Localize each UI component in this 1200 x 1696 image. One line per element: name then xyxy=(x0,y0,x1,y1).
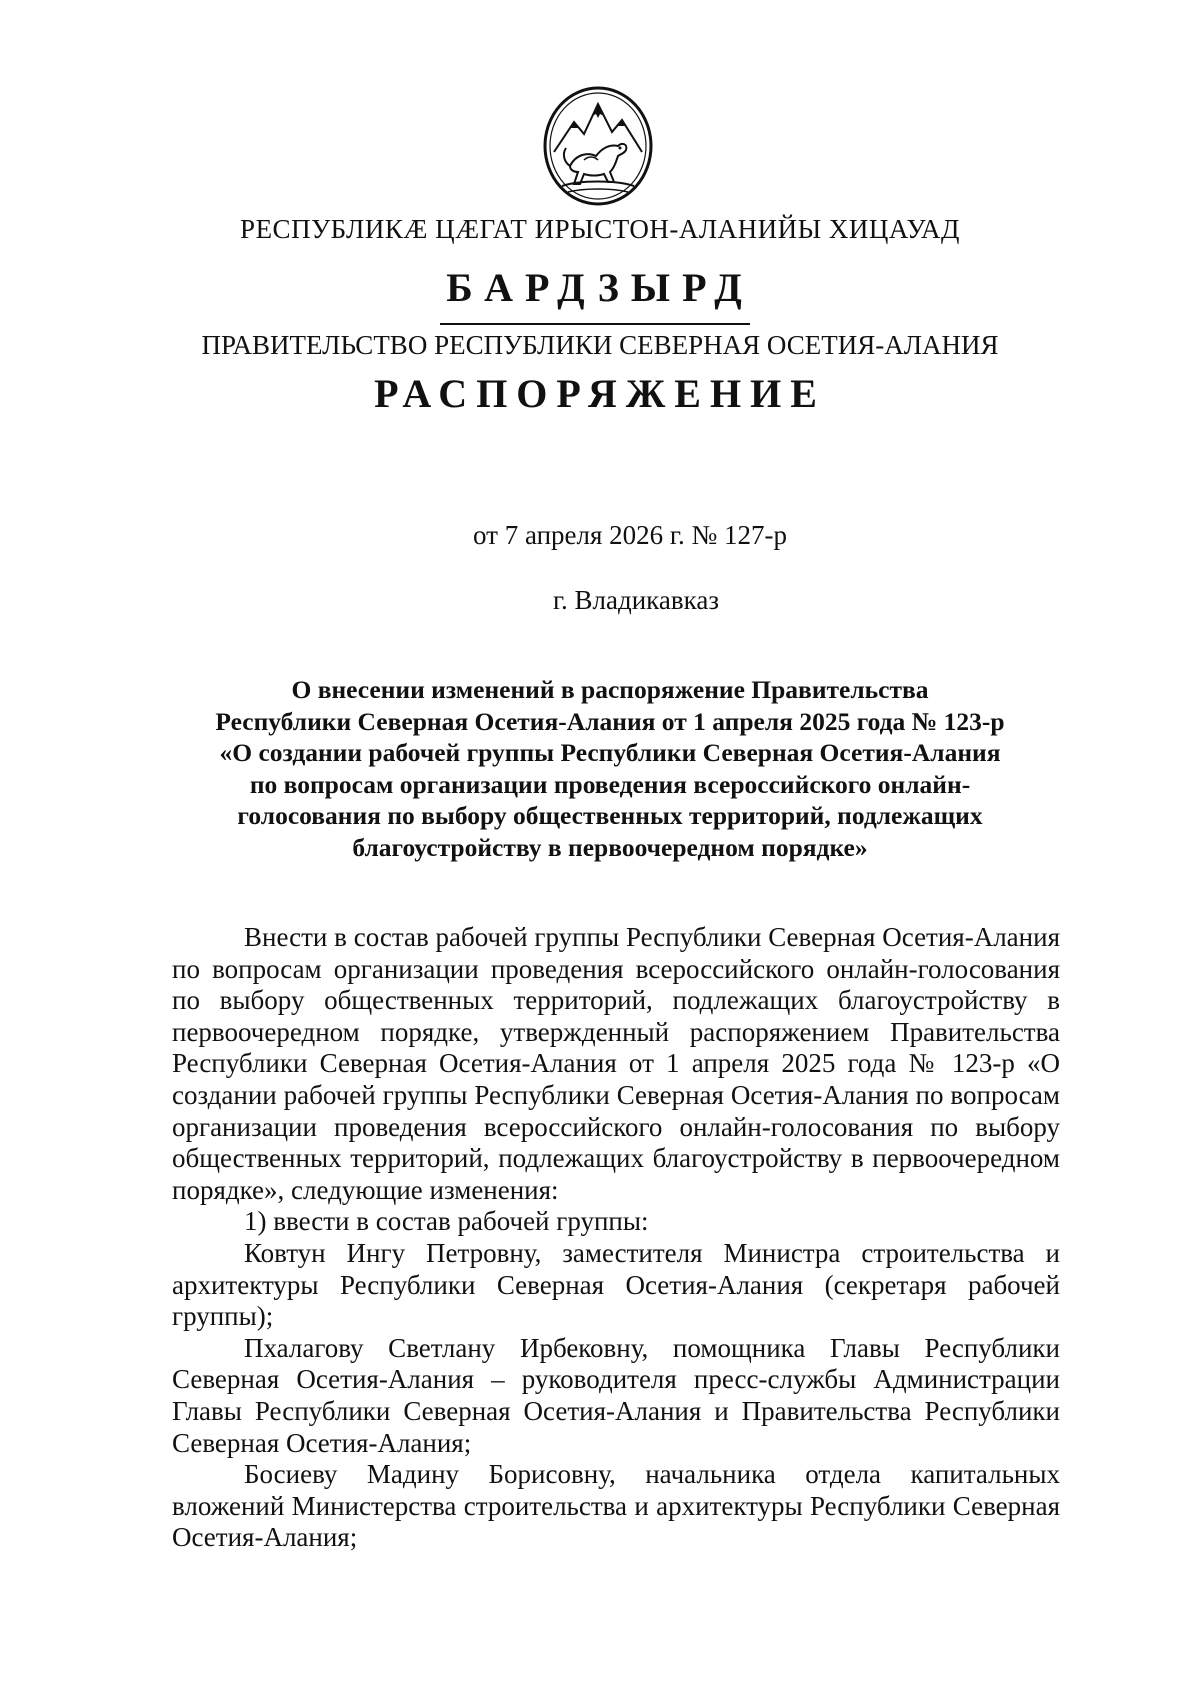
body-member-paragraph: Ковтун Ингу Петровну, заместителя Министра строительства и архитектуры Республики Северная Осетия-Алания (секретаря рабочей группы); xyxy=(172,1237,1060,1332)
body-intro-paragraph: Внести в состав рабочей группы Республики Северная Осетия-Алания по вопросам организации проведения всероссийского онлайн-голосования по выбору общественных территорий, подлежащих благоустройству в первоочередном порядке, утвержденный распоряжением Правительства Республики Северная Осетия-Алания от 1 апреля 2025 года № 123-р «О создании рабочей группы Республики Северная Осетия-Алания по вопросам организации проведения всероссийского онлайн-голосования по выбору общественных территорий, подлежащих благоустройству в первоочередном порядке», следующие изменения: xyxy=(172,922,1060,1205)
rus-document-type: РАСПОРЯЖЕНИЕ xyxy=(374,371,826,416)
document-date-number: от 7 апреля 2026 г. № 127-р xyxy=(473,520,787,550)
document-body xyxy=(172,922,1060,1554)
subject-line: голосования по выбору общественных территорий, подлежащих xyxy=(237,801,983,830)
header-divider xyxy=(440,323,750,325)
body-item-1: 1) ввести в состав рабочей группы: xyxy=(244,1206,649,1237)
subject-line: О внесении изменений в распоряжение Правительства xyxy=(291,675,929,704)
osset-government-title: РЕСПУБЛИКӔ ЦӔГАТ ИРЫСТОН-АЛАНИЙЫ ХИЦАУАД xyxy=(240,214,960,244)
osset-document-type: БАРДЗЫРД xyxy=(446,265,754,310)
document-city: г. Владикавказ xyxy=(553,585,719,615)
body-member-paragraph: Босиеву Мадину Борисовну, начальника отдела капитальных вложений Министерства строительства и архитектуры Республики Северная Осетия-Алания; xyxy=(172,1459,1060,1553)
subject-line: «О создании рабочей группы Республики Северная Осетия-Алания xyxy=(219,738,1001,767)
subject-line: по вопросам организации проведения всероссийского онлайн- xyxy=(249,769,971,799)
subject-line: Республики Северная Осетия-Алания от 1 апреля 2025 года № 123-р xyxy=(215,706,1005,736)
rus-government-title: ПРАВИТЕЛЬСТВО РЕСПУБЛИКИ СЕВЕРНАЯ ОСЕТИЯ-АЛАНИЯ xyxy=(201,330,999,360)
subject-line: благоустройству в первоочередном порядке» xyxy=(352,832,868,862)
body-member-paragraph: Пхалагову Светлану Ирбековну, помощника Главы Республики Северная Осетия-Алания – руководителя пресс-службы Администрации Главы Республики Северная Осетия-Алания и Правительства Республики Северная Осетия-Алания; xyxy=(172,1332,1060,1458)
document-subject xyxy=(160,674,1060,863)
coat-of-arms-icon xyxy=(540,82,656,210)
